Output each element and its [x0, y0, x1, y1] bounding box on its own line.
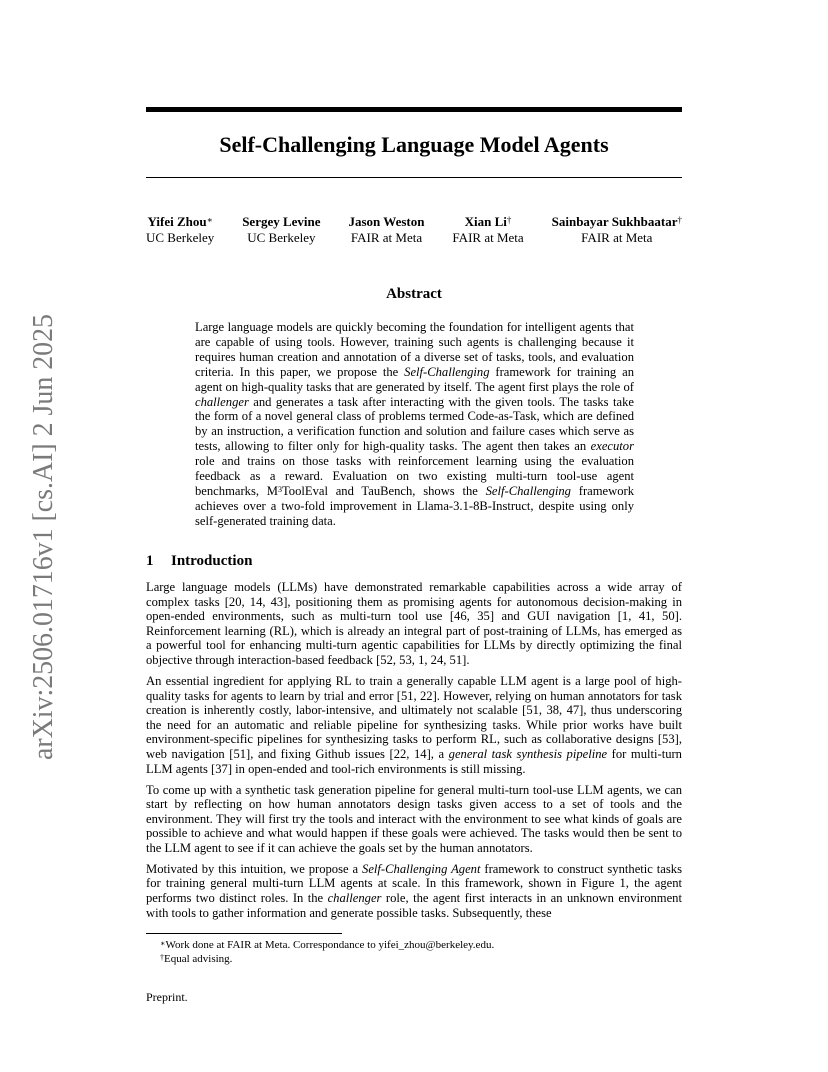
author: [452, 214, 523, 246]
section-heading: [146, 551, 682, 571]
footnote-text: Work done at FAIR at Meta. Correspondance to yifei_zhou@berkeley.edu.: [165, 939, 495, 951]
emphasis: general task synthesis pipeline: [448, 746, 608, 761]
emphasis: Self-Challenging: [485, 483, 571, 498]
author-affiliation: UC Berkeley: [247, 230, 316, 245]
footer-preprint: Preprint.: [146, 990, 188, 1004]
emphasis: challenger: [327, 891, 382, 906]
abstract-text: Large language models are quickly becoming the foundation for intelligent agents that are capable of using tools. However, training such agents is challenging because it requires human creation and annotation of a diverse set of tasks, tools, and evaluation criteria. In this paper, we propose the Self-Challenging framework for training an agent on high-quality tasks that are generated by itself. The agent first plays the role of challenger and generates a task after interacting with the given tools. The tasks take the form of a novel general class of problems termed Code-as-Task, which are defined by an instruction, a verification function and solution and failure cases which serve as tests, allowing to filter only for high-quality tasks. The agent then takes an executor role and trains on those tasks with reinforcement learning using the evaluation feedback as a reward. Evaluation on two existing multi-turn tool-use agent benchmarks, $M^3ToolEval$ and TauBench, shows the Self-Challenging framework achieves over a two-fold improvement in Llama-3.1-8B-Instruct, despite using only self-generated training data.: [195, 320, 634, 528]
author-affiliation: UC Berkeley: [146, 230, 215, 245]
arxiv-stamp: [22, 312, 62, 760]
author-affiliation: FAIR at Meta: [350, 230, 423, 245]
author-list: [146, 214, 682, 246]
author-affiliation: FAIR at Meta: [581, 230, 653, 245]
author-affiliation: FAIR at Meta: [452, 230, 524, 245]
paragraph: Motivated by this intuition, we propose a Self-Challenging Agent framework to construct synthetic tasks for training general multi-turn LLM agents at scale. In this framework, shown in Figure 1, the agent performs two distinct roles. In the challenger role, the agent first interacts in an unknown environment with tools to gather information and generate possible tasks. Subsequently, these: [146, 861, 682, 920]
author: [348, 214, 424, 246]
footnote-text: Equal advising.: [164, 953, 233, 965]
footnote-mark: ∗: [160, 939, 166, 948]
author: [242, 214, 320, 246]
title-rule-top: [146, 107, 682, 112]
paragraph: Large language models (LLMs) have demonstrated remarkable capabilities across a wide array of complex tasks [20, 14, 43], positioning them as promising agents for autonomous decision-making in open-ended environments, such as multi-turn tool use [46, 35] and GUI navigation [1, 41, 50]. Reinforcement learning (RL), which is already an integral part of post-training of LLMs, has emerged as a powerful tool for enhancing multi-turn agentic capabilities for LLMs by directly optimizing the final objective through interaction-based feedback [52, 53, 1, 24, 51].: [146, 580, 682, 667]
introduction-body: [146, 580, 682, 927]
footnote-mark: †: [160, 953, 164, 962]
author-mark: †: [677, 215, 682, 225]
section-title: Introduction: [171, 553, 253, 569]
paragraph: To come up with a synthetic task generation pipeline for general multi-turn tool-use LLM agents, we can start by reflecting on how human annotators design tasks given access to a set of tools and the environment. They will first try the tools and interact with the environment to see what kinds of goals are possible to achieve and what would happen if these goals were achieved. The tasks would then be sent to the LLM agent to see if it can achieve the goals set by the human annotators.: [146, 782, 682, 855]
emphasis: Self-Challenging: [404, 364, 490, 379]
title-rule-bottom: [146, 177, 682, 178]
author: [146, 214, 214, 246]
section-number: 1: [146, 553, 154, 569]
footnote-rule: [146, 933, 342, 934]
author-name: Sergey Levine: [242, 214, 321, 229]
author-name: Xian Li: [464, 214, 507, 229]
emphasis: executor: [590, 439, 634, 454]
paper-title: Self-Challenging Language Model Agents: [219, 132, 609, 157]
author-mark: ∗: [206, 215, 213, 225]
superscript: 3: [277, 484, 282, 494]
emphasis: Self-Challenging Agent: [362, 861, 481, 876]
abstract-heading: Abstract: [386, 286, 442, 302]
emphasis: challenger: [195, 394, 249, 409]
author: [552, 214, 682, 246]
footnote: [160, 952, 682, 966]
footnote: [160, 938, 682, 952]
author-name: Jason Weston: [348, 214, 425, 229]
author-name: Yifei Zhou: [147, 214, 207, 229]
author-name: Sainbayar Sukhbaatar: [551, 214, 678, 229]
footnotes: [160, 938, 682, 966]
paragraph: An essential ingredient for applying RL to train a generally capable LLM agent is a large pool of high-quality tasks for agents to learn by trial and error [51, 22]. However, relying on human annotators for task creation is inherently costly, labor-intensive, and ultimately not scalable [51, 38, 47], thus underscoring the need for an automatic and reliable pipeline for synthesizing tasks. While prior works have built environment-specific pipelines for synthesizing tasks to perform RL, such as collaborative designs [53], web navigation [51], and fixing Github issues [22, 14], a general task synthesis pipeline for multi-turn LLM agents [37] in open-ended and tool-rich environments is still missing.: [146, 673, 682, 776]
author-mark: †: [506, 215, 512, 225]
arxiv-stamp-text: arXiv:2506.01716v1 [cs.AI] 2 Jun 2025: [28, 312, 59, 760]
